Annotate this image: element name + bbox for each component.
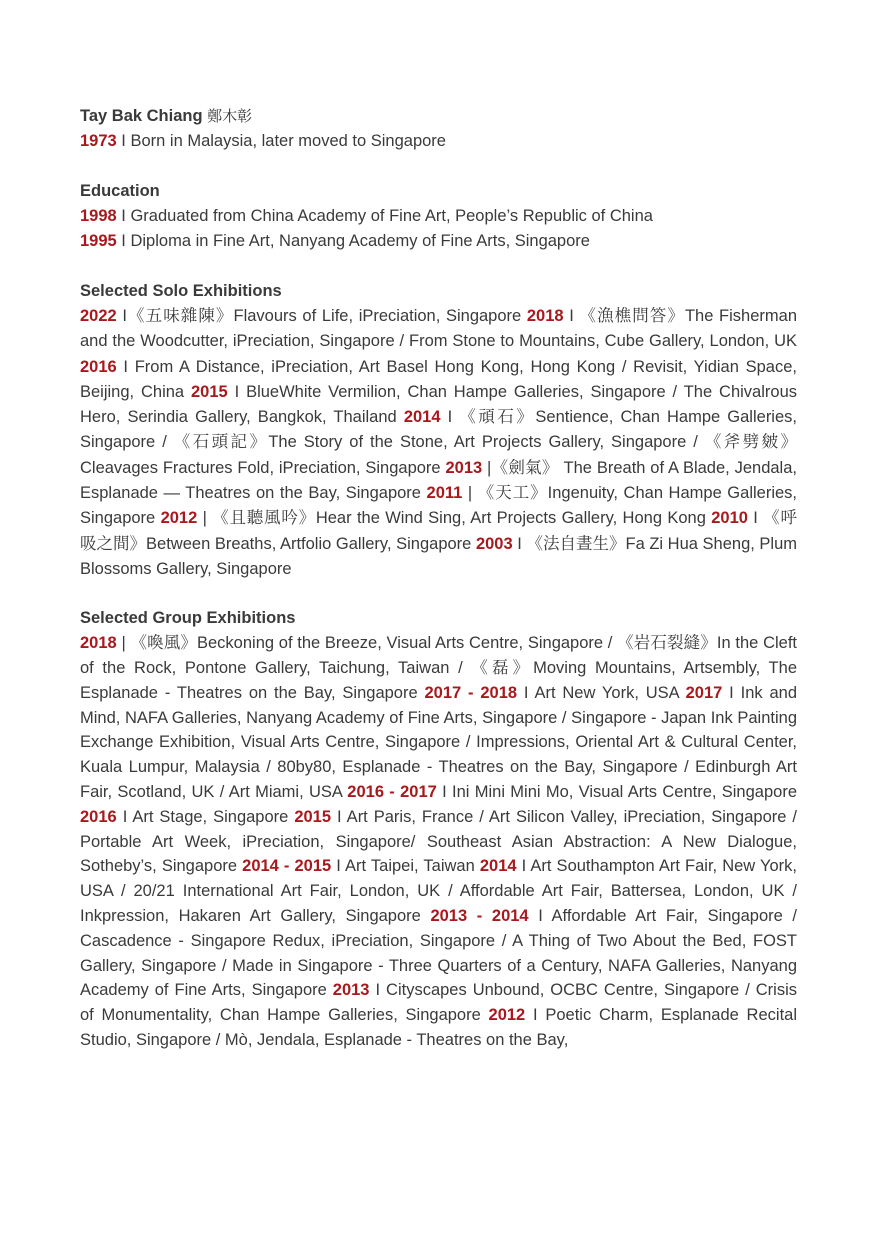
solo-year: 2014 <box>403 408 441 427</box>
solo-year: 2012 <box>160 509 198 528</box>
solo-text: | 《天工》Ingenuity, Chan Hampe Galleries, Singapore <box>80 484 798 528</box>
solo-text: I 《頑石》Sentience, Chan Hampe Galleries, Singapore / 《石頭記》The Story of the Stone, Art Projects Gallery, Singapore / 《斧劈皴》Cleavages Fractures Fold, iPreciation, Singapore <box>80 408 797 477</box>
solo-text: I 《漁樵問答》The Fisherman and the Woodcutter, iPreciation, Singapore / From Stone to Mountains, Cube Gallery, London, UK <box>80 307 797 351</box>
group-year: 2015 <box>294 807 332 826</box>
group-year: 2013 - 2014 <box>430 907 529 926</box>
group-year: 2012 <box>488 1006 526 1025</box>
group-year: 2013 <box>332 981 370 1000</box>
solo-text: |《劍氣》 The Breath of A Blade, Jendala, Esplanade — Theatres on the Bay, Singapore <box>80 458 797 503</box>
group-text: I Art Taipei, Taiwan <box>331 857 480 876</box>
birth-year: 1973 <box>80 132 117 150</box>
group-text: I Affordable Art Fair, Singapore / Cascadence - Singapore Redux, iPreciation, Singapore / A Thing of Two About the Bed, FOST Gallery, Singapore / Made in Singapore - Three Quarters of a Century, NAFA Galleries, Nanyang Academy of Fine Arts, Singapore <box>80 907 797 1000</box>
group-year: 2017 <box>685 683 723 702</box>
solo-year: 2016 <box>80 357 117 376</box>
group-year: 2018 <box>80 634 117 653</box>
group-year: 2016 <box>80 807 117 826</box>
solo-year: 2018 <box>526 307 564 325</box>
artist-name-cjk: 鄭木彰 <box>207 107 253 125</box>
birth-line <box>80 129 797 154</box>
solo-year: 2011 <box>426 484 463 503</box>
group-text: I Art Stage, Singapore <box>116 807 295 826</box>
education-text: I Graduated from China Academy of Fine Art, People’s Republic of China <box>116 207 653 225</box>
education-year: 1998 <box>80 207 117 225</box>
group-text: I Ini Mini Mini Mo, Visual Arts Centre, Singapore <box>436 783 797 802</box>
group-text: I Art New York, USA <box>517 683 686 702</box>
solo-year: 2022 <box>80 307 117 325</box>
solo-text: I BlueWhite Vermilion, Chan Hampe Galleries, Singapore / The Chivalrous Hero, Serindia Gallery, Bangkok, Thailand <box>80 382 797 427</box>
education-heading: Education <box>80 182 160 200</box>
education-item <box>80 204 797 229</box>
artist-name: Tay Bak Chiang <box>80 107 203 125</box>
solo-text: I From A Distance, iPreciation, Art Basel Hong Kong, Hong Kong / Revisit, Yidian Space, Beijing, China <box>80 357 797 401</box>
solo-year: 2010 <box>711 509 748 528</box>
solo-text: | 《且聽風吟》Hear the Wind Sing, Art Projects Gallery, Hong Kong <box>197 509 712 528</box>
group-year: 2017 - 2018 <box>424 683 518 702</box>
group-exhibitions-paragraph <box>80 631 797 1053</box>
solo-exhibitions-heading: Selected Solo Exhibitions <box>80 282 282 300</box>
group-exhibitions-heading: Selected Group Exhibitions <box>80 609 296 628</box>
group-text: I Art Paris, France / Art Silicon Valley, iPreciation, Singapore / Portable Art Week, iPreciation, Singapore/ Southeast Asian Abstraction: A New Dialogue, Sotheby’s, Singapore <box>80 807 798 876</box>
solo-year: 2013 <box>445 458 483 477</box>
group-year: 2014 - 2015 <box>242 857 332 876</box>
artist-name-line <box>80 104 797 129</box>
solo-year: 2015 <box>191 382 228 401</box>
education-year: 1995 <box>80 232 117 250</box>
group-text: I Poetic Charm, Esplanade Recital Studio, Singapore / Mò, Jendala, Esplanade - Theatres on the Bay, <box>80 1006 797 1050</box>
cv-page <box>80 104 797 1053</box>
group-text: | 《喚風》Beckoning of the Breeze, Visual Arts Centre, Singapore / 《岩石裂縫》In the Cleft of the Rock, Pontone Gallery, Taichung, Taiwan / 《磊》Moving Mountains, Artsembly, The Esplanade - Theatres on the Bay, Singapore <box>80 634 797 702</box>
solo-text: I 《呼吸之間》Between Breaths, Artfolio Gallery, Singapore <box>80 509 797 553</box>
group-text: I Ink and Mind, NAFA Galleries, Nanyang Academy of Fine Arts, Singapore / Singapore - Japan Ink Painting Exchange Exhibition, Visual Arts Centre, Singapore / Impressions, Oriental Art & Cultural Center, Kuala Lumpur, Malaysia / 80by80, Esplanade - Theatres on the Bay, Singapore / Edinburgh Art Fair, Scotland, UK / Art Miami, USA <box>80 683 797 802</box>
birth-text: I Born in Malaysia, later moved to Singapore <box>116 132 446 150</box>
education-text: I Diploma in Fine Art, Nanyang Academy of Fine Arts, Singapore <box>116 232 590 250</box>
solo-exhibitions-paragraph <box>80 304 797 582</box>
group-year: 2016 - 2017 <box>347 783 437 802</box>
group-text: I Cityscapes Unbound, OCBC Centre, Singapore / Crisis of Monumentality, Chan Hampe Galleries, Singapore <box>80 981 798 1025</box>
group-year: 2014 <box>479 857 517 876</box>
education-item <box>80 229 797 254</box>
solo-text: I 《法自晝生》Fa Zi Hua Sheng, Plum Blossoms Gallery, Singapore <box>80 534 798 578</box>
group-text: I Art Southampton Art Fair, New York, USA / 20/21 International Art Fair, London, UK / Affordable Art Fair, Battersea, London, UK / Inkpression, Hakaren Art Gallery, Singapore <box>80 857 797 926</box>
solo-year: 2003 <box>475 534 513 553</box>
solo-text: I《五味雜陳》Flavours of Life, iPreciation, Singapore <box>116 307 527 325</box>
